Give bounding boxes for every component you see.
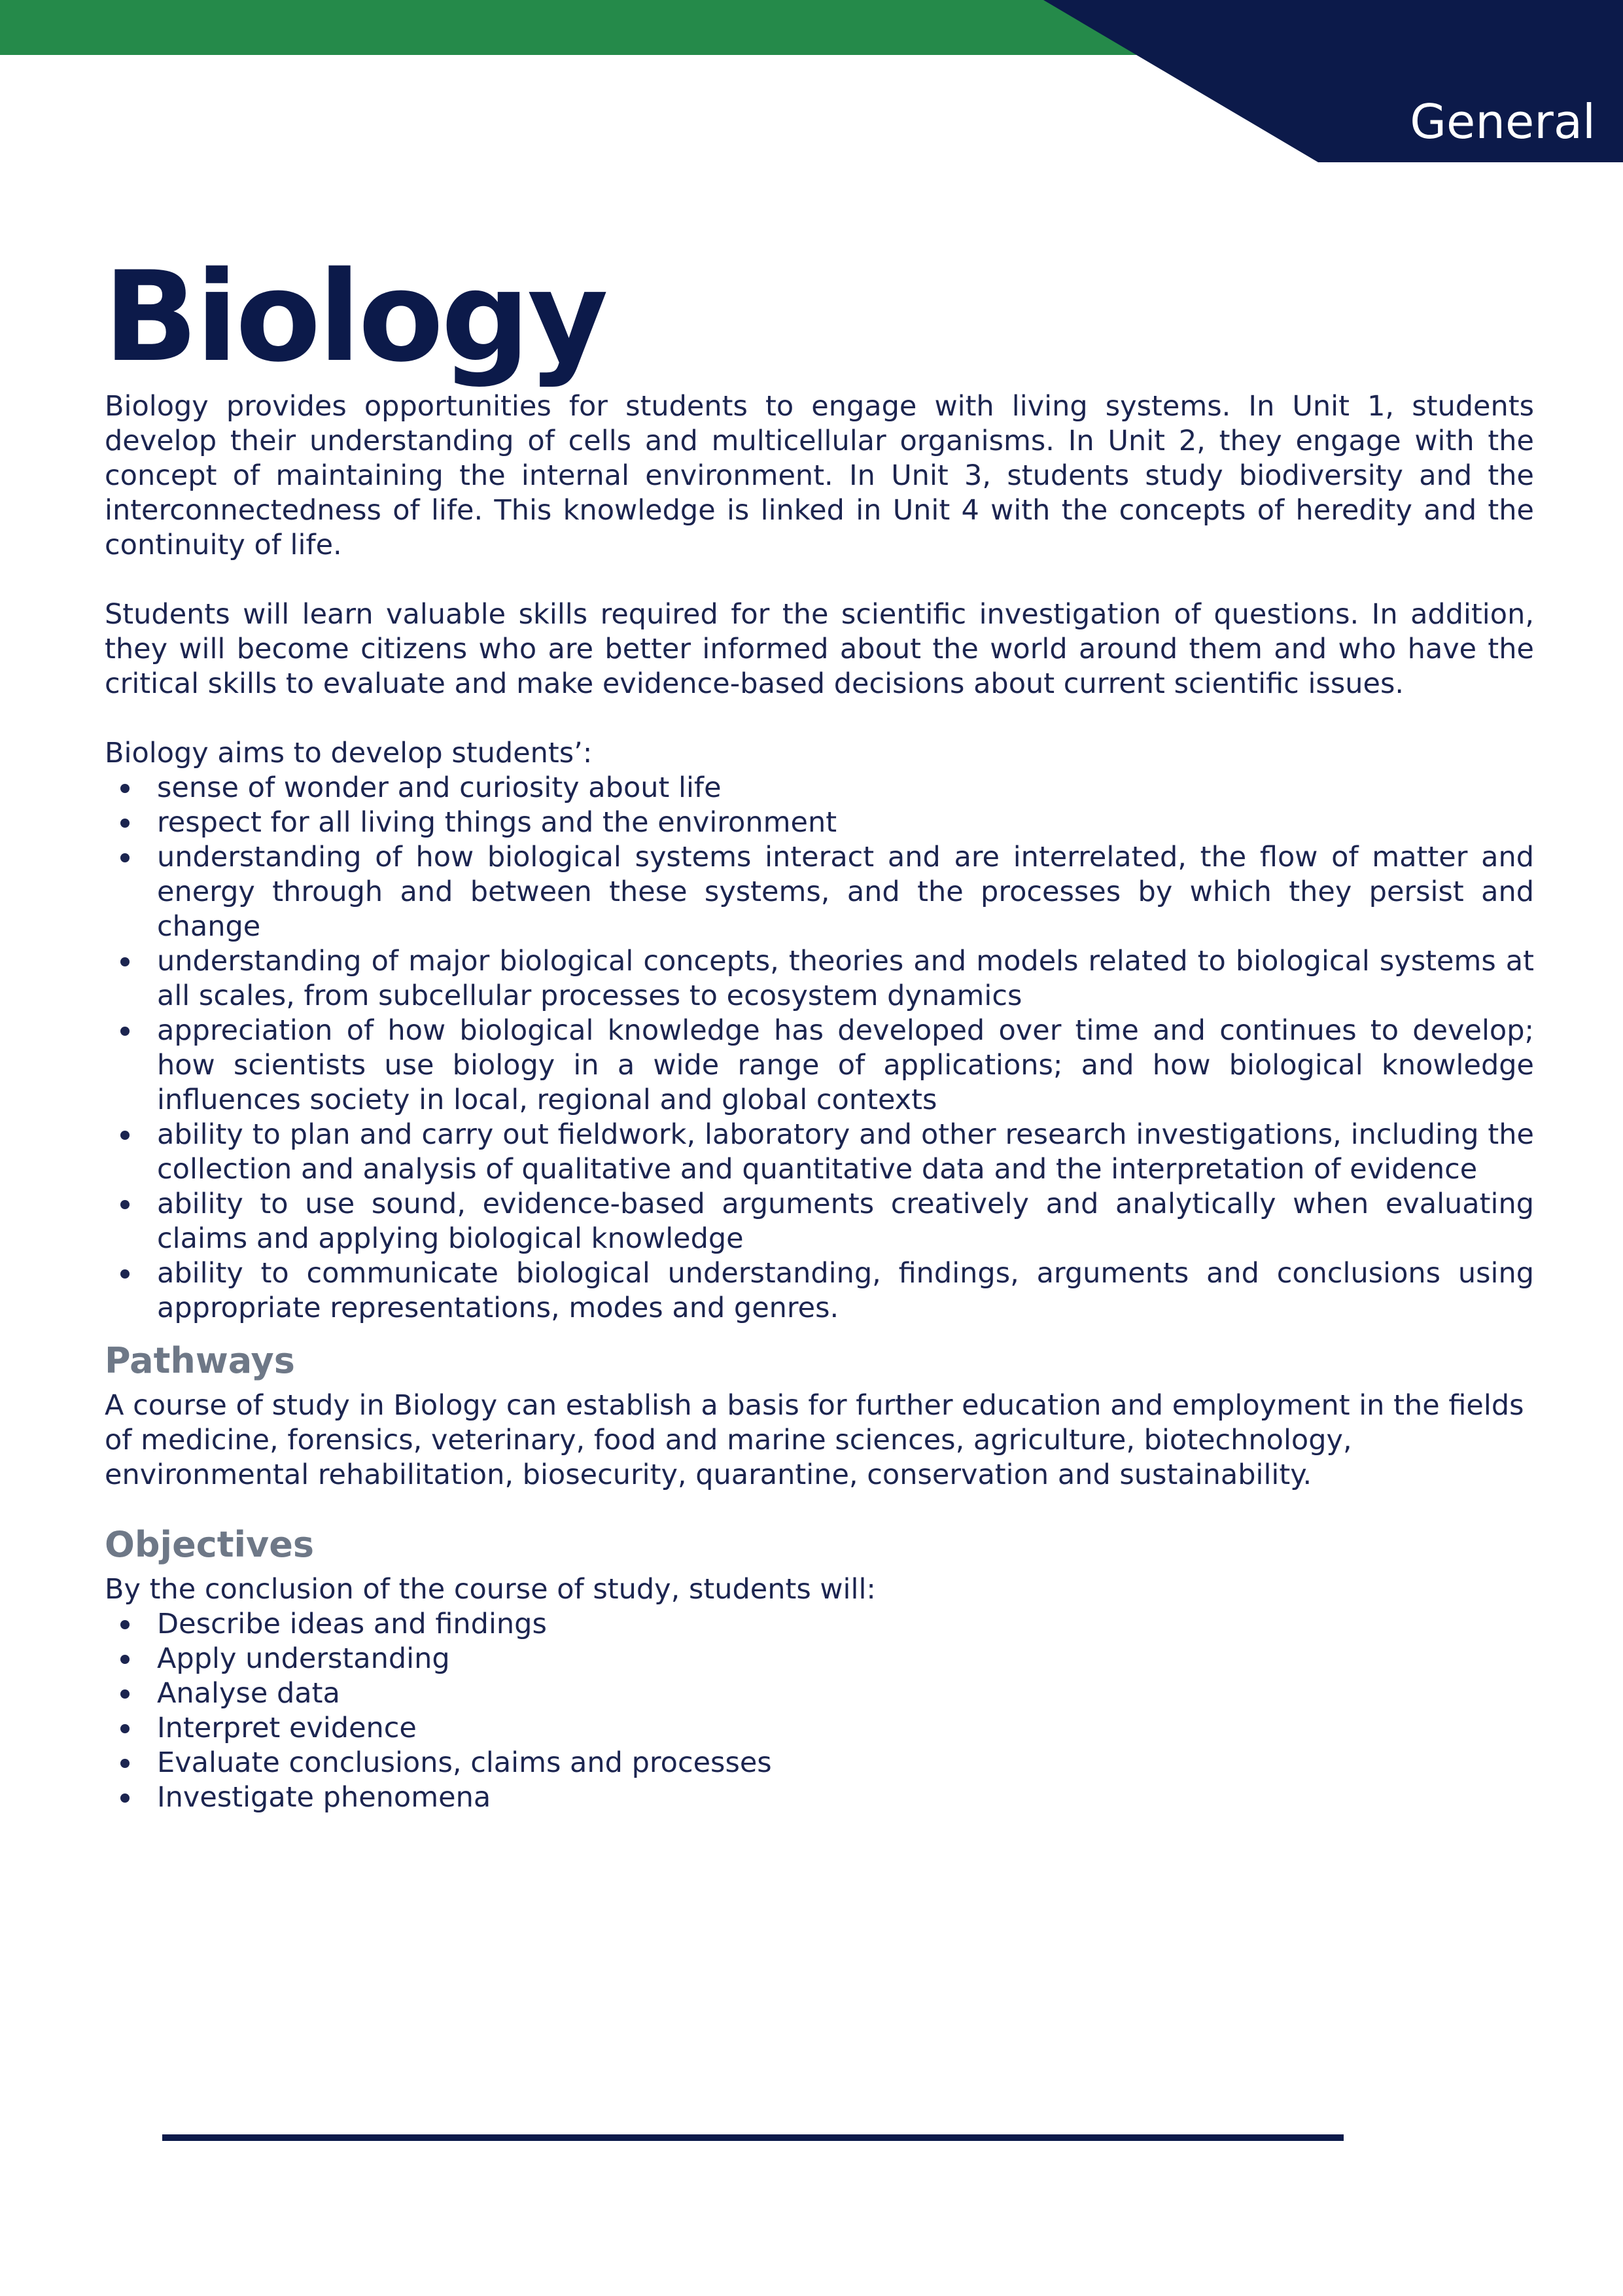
objectives-list-item: Evaluate conclusions, claims and processes — [105, 1746, 1534, 1780]
aims-list — [105, 771, 1534, 1326]
aims-lead: Biology aims to develop students’: — [105, 737, 593, 769]
aims-list-item: understanding of how biological systems interact and are interrelated, the flow of matter and energy through and between these systems, and the processes by which they persist and change — [105, 840, 1534, 944]
header-banner — [0, 0, 1623, 164]
page-title: Biology — [103, 245, 606, 389]
aims-list-item: understanding of major biological concepts, theories and models related to biological systems at all scales, from subcellular processes to ecosystem dynamics — [105, 944, 1534, 1014]
page-content — [105, 389, 1534, 1815]
objectives-lead: By the conclusion of the course of study, students will: — [105, 1573, 876, 1606]
aims-list-item: appreciation of how biological knowledge has developed over time and continues to develop; how scientists use biology in a wide range of applications; and how biological knowledge influences society in local, regional and global contexts — [105, 1014, 1534, 1118]
pathways-text: A course of study in Biology can establish a basis for further education and employment in the fields of medicine, forensics, veterinary, food and marine sciences, agriculture, biotechnology, environmental rehabilitation, biosecurity, quarantine, conservation and sustainability. — [105, 1389, 1524, 1491]
pathways-heading: Pathways — [105, 1340, 295, 1381]
category-label: General — [1410, 94, 1596, 149]
objectives-list-item: Describe ideas and findings — [105, 1607, 1534, 1642]
intro-paragraph-2: Students will learn valuable skills required for the scientific investigation of questions. In addition, they will become citizens who are better informed about the world around them and who have the critical skills to evaluate and make evidence-based decisions about current scientific issues. — [105, 598, 1534, 700]
header-green-bar — [0, 0, 1138, 55]
objectives-list-item: Interpret evidence — [105, 1711, 1534, 1746]
objectives-list — [105, 1607, 1534, 1815]
aims-list-item: respect for all living things and the environment — [105, 805, 1534, 840]
objectives-list-item: Analyse data — [105, 1676, 1534, 1711]
intro-paragraph-1: Biology provides opportunities for students to engage with living systems. In Unit 1, students develop their understanding of cells and multicellular organisms. In Unit 2, they engage with the concept of maintaining the internal environment. In Unit 3, students study biodiversity and the interconnectedness of life. This knowledge is linked in Unit 4 with the concepts of heredity and the continuity of life. — [105, 390, 1534, 561]
aims-list-item: ability to use sound, evidence-based arguments creatively and analytically when evaluating claims and applying biological knowledge — [105, 1187, 1534, 1256]
objectives-heading: Objectives — [105, 1524, 314, 1565]
aims-list-item: sense of wonder and curiosity about life — [105, 771, 1534, 805]
objectives-list-item: Apply understanding — [105, 1642, 1534, 1676]
aims-list-item: ability to plan and carry out fieldwork, laboratory and other research investigations, including the collection and analysis of qualitative and quantitative data and the interpretation of evidence — [105, 1118, 1534, 1187]
footer-rule — [162, 2134, 1344, 2141]
aims-list-item: ability to communicate biological understanding, findings, arguments and conclusions using appropriate representations, modes and genres. — [105, 1256, 1534, 1326]
objectives-list-item: Investigate phenomena — [105, 1780, 1534, 1815]
